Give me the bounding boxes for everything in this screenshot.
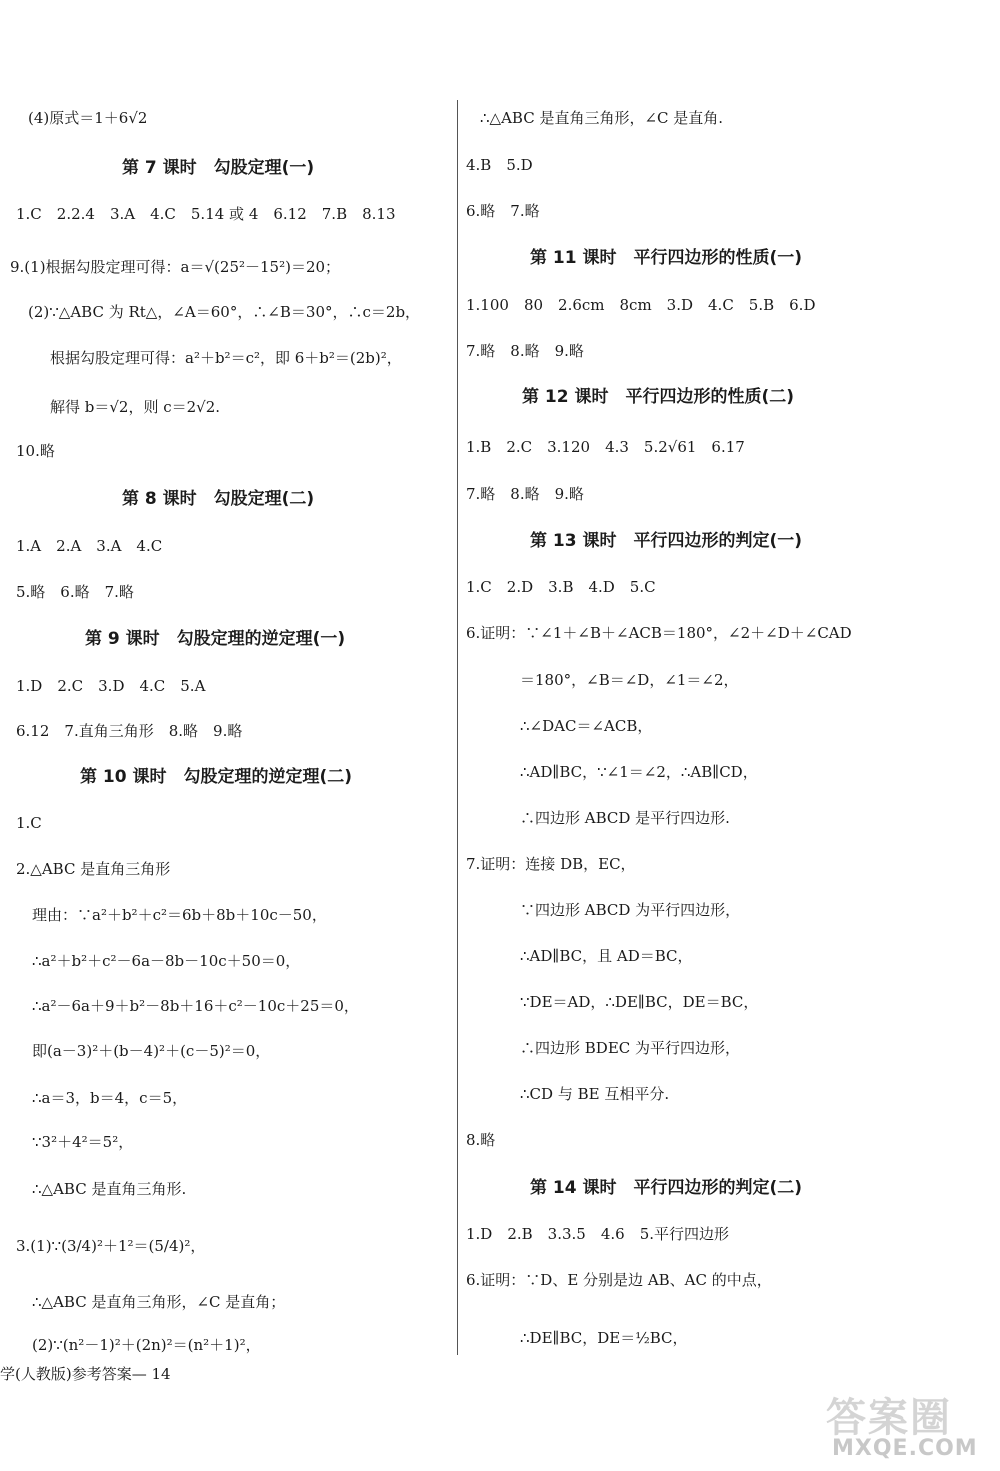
answer-line: 1.D 2.C 3.D 4.C 5.A [16, 677, 206, 695]
answer-line: 1.C 2.2.4 3.A 4.C 5.14 或 4 6.12 7.B 8.13 [16, 205, 396, 223]
answer-line: ∴四边形 ABCD 是平行四边形. [520, 809, 730, 827]
section-heading-lesson-8: 第 8 课时 勾股定理(二) [122, 489, 315, 509]
section-heading-lesson-10: 第 10 课时 勾股定理的逆定理(二) [80, 767, 353, 787]
answer-line: 理由：∵a²＋b²＋c²＝6b＋8b＋10c－50， [32, 906, 327, 924]
answer-line: 1.D 2.B 3.3.5 4.6 5.平行四边形 [466, 1225, 730, 1243]
answer-line: (4)原式＝1＋6√2 [28, 109, 148, 127]
answer-line: ∴△ABC 是直角三角形，∠C 是直角； [32, 1293, 286, 1311]
answer-line: ∵四边形 ABCD 为平行四边形， [520, 901, 741, 919]
section-heading-lesson-11: 第 11 课时 平行四边形的性质(一) [530, 248, 803, 268]
answer-line: 1.100 80 2.6cm 8cm 3.D 4.C 5.B 6.D [466, 296, 816, 314]
answer-line: 6.略 7.略 [466, 202, 540, 220]
answer-line: 6.12 7.直角三角形 8.略 9.略 [16, 722, 243, 740]
answer-line: 1.B 2.C 3.120 4.3 5.2√61 6.17 [466, 438, 745, 456]
answer-line: ∴∠DAC＝∠ACB， [520, 717, 653, 735]
section-heading-lesson-14: 第 14 课时 平行四边形的判定(二) [530, 1178, 803, 1198]
answer-line: 6.证明：∵∠1＋∠B＋∠ACB＝180°，∠2＋∠D＋∠CAD [466, 624, 852, 642]
answer-line: ∴△ABC 是直角三角形，∠C 是直角. [480, 109, 724, 127]
answer-line: ∴AD∥BC，∵∠1＝∠2，∴AB∥CD， [520, 763, 758, 781]
section-heading-lesson-7: 第 7 课时 勾股定理(一) [122, 158, 315, 178]
answer-line: 10.略 [16, 442, 55, 460]
answer-line: ∵3²＋4²＝5²， [32, 1133, 134, 1151]
answer-line: 2.△ABC 是直角三角形 [16, 860, 171, 878]
answer-line: 即(a－3)²＋(b－4)²＋(c－5)²＝0， [32, 1042, 271, 1060]
answer-line: 根据勾股定理可得：a²＋b²＝c²，即 6＋b²＝(2b)²， [50, 349, 402, 367]
answer-line: 9.(1)根据勾股定理可得：a＝√(25²－15²)＝20； [10, 258, 341, 276]
page-footer: 学(人教版)参考答案— 14 [0, 1365, 171, 1383]
answer-line: ∴△ABC 是直角三角形. [32, 1180, 187, 1198]
answer-line: 7.略 8.略 9.略 [466, 485, 584, 503]
watermark-logo: 答案圈 [826, 1395, 952, 1441]
column-divider [457, 100, 458, 1355]
section-heading-lesson-9: 第 9 课时 勾股定理的逆定理(一) [85, 629, 346, 649]
section-heading-lesson-13: 第 13 课时 平行四边形的判定(一) [530, 531, 803, 551]
answer-line: (2)∵(n²－1)²＋(2n)²＝(n²＋1)²， [32, 1336, 261, 1354]
answer-line: ∴CD 与 BE 互相平分. [520, 1085, 670, 1103]
watermark-site: MXQE.COM [832, 1436, 978, 1461]
answer-line: ∴a²－6a＋9＋b²－8b＋16＋c²－10c＋25＝0， [32, 997, 359, 1015]
answer-line: 解得 b＝√2，则 c＝2√2. [50, 398, 221, 416]
answer-line: (2)∵△ABC 为 Rt△，∠A＝60°，∴∠B＝30°，∴c＝2b， [28, 303, 421, 321]
answer-line: 8.略 [466, 1131, 496, 1149]
section-heading-lesson-12: 第 12 课时 平行四边形的性质(二) [522, 387, 795, 407]
answer-line: 3.(1)∵(3/4)²＋1²＝(5/4)²， [16, 1237, 206, 1255]
answer-line: 4.B 5.D [466, 156, 533, 174]
answer-line: 1.C 2.D 3.B 4.D 5.C [466, 578, 656, 596]
answer-line: 5.略 6.略 7.略 [16, 583, 134, 601]
answer-line: 7.证明：连接 DB，EC， [466, 855, 636, 873]
answer-line: ∴四边形 BDEC 为平行四边形， [520, 1039, 741, 1057]
answer-line: ∴AD∥BC，且 AD＝BC， [520, 947, 693, 965]
answer-line: ∴a²＋b²＋c²－6a－8b－10c＋50＝0， [32, 952, 301, 970]
answer-line: ＝180°，∠B＝∠D，∠1＝∠2， [520, 671, 739, 689]
answer-line: 1.C [16, 814, 42, 832]
answer-line: ∴a＝3，b＝4，c＝5， [32, 1089, 188, 1107]
answer-line: 1.A 2.A 3.A 4.C [16, 537, 163, 555]
answer-line: 6.证明：∵D、E 分别是边 AB、AC 的中点， [466, 1271, 772, 1289]
answer-line: 7.略 8.略 9.略 [466, 342, 584, 360]
answer-line: ∴DE∥BC，DE＝½BC， [520, 1329, 688, 1347]
answer-line: ∵DE＝AD，∴DE∥BC，DE＝BC， [520, 993, 759, 1011]
